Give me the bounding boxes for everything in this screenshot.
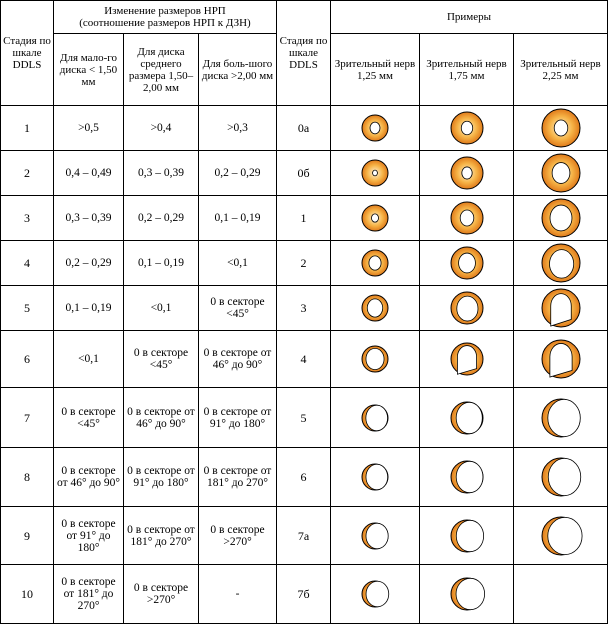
cell-stage-text: 6 — [24, 352, 30, 366]
header-stage-left-text: Стадия по шкале DDLS — [3, 35, 51, 71]
cell-example-medium — [420, 151, 514, 196]
cell-large-disc — [199, 331, 277, 388]
optic-disc-large-icon — [539, 106, 583, 150]
optic-disc-small-icon — [359, 578, 391, 610]
table-row — [1, 388, 608, 448]
cell-large-disc-text: >0,3 — [227, 122, 248, 134]
optic-disc-large-icon — [539, 241, 583, 285]
optic-cup-shape — [461, 167, 471, 179]
cell-ddls-stage — [277, 286, 331, 331]
cell-small-disc — [54, 151, 124, 196]
optic-disc-large-icon — [539, 196, 583, 240]
header-stage-right-text: Стадия по шкале DDLS — [279, 35, 328, 71]
header-size-change-subtitle: (соотношение размеров НРП к ДЗН) — [79, 17, 251, 29]
header-stage-right — [277, 1, 331, 106]
optic-disc-large-icon — [539, 151, 583, 195]
table-row — [1, 331, 608, 388]
optic-disc-small-icon — [359, 157, 391, 189]
cell-large-disc — [199, 241, 277, 286]
optic-disc-small-icon — [359, 402, 391, 434]
optic-cup-shape — [367, 299, 382, 317]
optic-disc-large-icon — [539, 337, 583, 381]
cell-large-disc — [199, 565, 277, 624]
header-example-small-text: Зрительный нерв 1,25 мм — [334, 57, 416, 82]
optic-disc-small-icon — [359, 247, 391, 279]
optic-cup-shape — [456, 296, 477, 321]
optic-cup-shape — [456, 578, 485, 609]
cell-small-disc — [54, 106, 124, 151]
cell-small-disc — [54, 448, 124, 507]
header-size-change-title: Изменение размеров НРП — [104, 5, 226, 17]
cell-medium-disc-text: 0 в секторе >270° — [133, 582, 189, 606]
cell-stage-text: 7 — [24, 410, 30, 425]
header-medium-disc — [124, 34, 199, 106]
optic-cup-shape — [549, 250, 573, 279]
optic-disc-large-icon — [539, 455, 583, 499]
cell-ddls-stage-text: 1 — [300, 211, 307, 225]
cell-example-medium — [420, 507, 514, 565]
optic-cup-shape — [366, 523, 388, 548]
header-example-large — [514, 34, 608, 106]
optic-cup-shape — [461, 121, 472, 134]
cell-large-disc-text: 0 в секторе от 181° до 270° — [203, 465, 272, 489]
header-example-medium-text: Зрительный нерв 1,75 мм — [426, 57, 507, 82]
cell-stage-text: 4 — [24, 256, 30, 270]
cell-ddls-stage-text: 5 — [300, 410, 307, 425]
cell-example-large — [514, 507, 608, 565]
optic-cup-shape — [458, 253, 475, 273]
cell-large-disc — [199, 286, 277, 331]
cell-small-disc — [54, 286, 124, 331]
cell-medium-disc — [124, 286, 199, 331]
cell-small-disc-text: 0 в секторе от 181° до 270° — [61, 576, 116, 612]
cell-example-small — [331, 448, 420, 507]
cell-example-medium — [420, 388, 514, 448]
optic-disc-medium-icon — [448, 289, 486, 327]
cell-large-disc-text: 0 в секторе от 46° до 90° — [203, 347, 272, 371]
cell-large-disc — [199, 448, 277, 507]
header-example-small — [331, 34, 420, 106]
cell-small-disc-text: 0,3 – 0,39 — [65, 212, 112, 224]
cell-ddls-stage — [277, 151, 331, 196]
cell-example-small — [331, 565, 420, 624]
cell-large-disc-text: <0,1 — [227, 257, 248, 269]
cell-medium-disc-text: 0 в секторе от 91° до 180° — [127, 465, 195, 489]
cell-medium-disc-text: <0,1 — [150, 302, 172, 314]
optic-cup-shape — [366, 348, 384, 369]
cell-medium-disc — [124, 151, 199, 196]
cell-medium-disc — [124, 507, 199, 565]
cell-small-disc — [54, 507, 124, 565]
cell-medium-disc-text: 0 в секторе от 46° до 90° — [127, 405, 195, 430]
optic-cup-shape — [554, 120, 568, 136]
cell-example-large — [514, 448, 608, 507]
cell-small-disc-text: 0 в секторе от 91° до 180° — [61, 517, 116, 554]
cell-medium-disc — [124, 241, 199, 286]
cell-large-disc — [199, 388, 277, 448]
cell-ddls-stage-text: 6 — [300, 470, 307, 484]
cell-stage — [1, 331, 54, 388]
cell-stage — [1, 151, 54, 196]
optic-disc-medium-icon — [448, 340, 486, 378]
cell-example-small — [331, 286, 420, 331]
optic-cup-shape — [547, 517, 581, 554]
header-medium-disc-text: Для диска среднего размера 1,50–2,00 мм — [128, 45, 194, 94]
cell-example-large — [514, 286, 608, 331]
cell-stage-text: 5 — [24, 301, 30, 315]
cell-large-disc-text: 0 в секторе <45° — [210, 296, 265, 320]
table-row — [1, 196, 608, 241]
cell-ddls-stage — [277, 448, 331, 507]
cell-example-large — [514, 331, 608, 388]
cell-small-disc-text: 0,4 – 0,49 — [65, 167, 112, 179]
cell-medium-disc — [124, 448, 199, 507]
cell-large-disc-text: - — [235, 588, 240, 600]
optic-disc-large-icon — [539, 396, 583, 440]
cell-ddls-stage — [277, 565, 331, 624]
cell-ddls-stage-text: 7б — [297, 587, 310, 601]
cell-large-disc-text: 0,1 – 0,19 — [214, 212, 261, 224]
cell-ddls-stage — [277, 196, 331, 241]
cell-medium-disc-text: 0,1 – 0,19 — [138, 257, 184, 269]
cell-example-large — [514, 388, 608, 448]
optic-disc-medium-icon — [448, 244, 486, 282]
optic-cup-shape — [548, 458, 580, 495]
header-small-disc-text: Для мало-го диска < 1,50 мм — [59, 51, 118, 88]
table-row — [1, 241, 608, 286]
cell-stage-text: 1 — [24, 121, 30, 135]
cell-medium-disc — [124, 565, 199, 624]
cell-example-small — [331, 507, 420, 565]
cell-example-small — [331, 196, 420, 241]
optic-cup-shape — [552, 163, 570, 184]
optic-cup-shape — [369, 256, 381, 270]
header-large-disc-text: Для боль-шого диска >2,00 мм — [201, 57, 274, 82]
cell-medium-disc — [124, 196, 199, 241]
cell-small-disc-text: <0,1 — [78, 353, 99, 365]
cell-example-small — [331, 388, 420, 448]
cell-small-disc — [54, 565, 124, 624]
header-examples — [331, 1, 608, 34]
cell-large-disc — [199, 106, 277, 151]
header-examples-text: Примеры — [446, 11, 492, 23]
optic-cup-shape — [370, 122, 380, 134]
table-row — [1, 507, 608, 565]
table-row — [1, 565, 608, 624]
cell-stage-text: 9 — [24, 528, 30, 543]
cell-example-large — [514, 106, 608, 151]
cell-ddls-stage-text: 3 — [300, 301, 307, 315]
optic-disc-small-icon — [359, 292, 391, 324]
cell-medium-disc — [124, 106, 199, 151]
cell-stage — [1, 241, 54, 286]
optic-cup-shape — [460, 210, 474, 226]
cell-example-small — [331, 106, 420, 151]
cell-stage — [1, 507, 54, 565]
cell-medium-disc-text: 0 в секторе <45° — [133, 347, 189, 371]
cell-example-large — [514, 565, 608, 624]
cell-small-disc-text: 0,1 – 0,19 — [65, 302, 112, 314]
optic-disc-medium-icon — [448, 517, 486, 555]
cell-stage — [1, 286, 54, 331]
header-large-disc — [199, 34, 277, 106]
cell-ddls-stage — [277, 388, 331, 448]
optic-disc-medium-icon — [448, 199, 486, 237]
header-example-large-text: Зрительный нерв 2,25 мм — [520, 57, 601, 82]
cell-medium-disc — [124, 388, 199, 448]
cell-ddls-stage — [277, 507, 331, 565]
cell-example-small — [331, 151, 420, 196]
cell-stage — [1, 565, 54, 624]
cell-large-disc-text: 0 в секторе от 91° до 180° — [203, 405, 272, 430]
cell-medium-disc-text: 0,3 – 0,39 — [138, 167, 184, 179]
cell-example-medium — [420, 286, 514, 331]
optic-disc-medium-icon — [448, 458, 486, 496]
cell-example-medium — [420, 196, 514, 241]
cell-large-disc — [199, 151, 277, 196]
cell-small-disc-text: >0,5 — [78, 122, 99, 134]
cell-example-medium — [420, 331, 514, 388]
optic-cup-shape — [373, 170, 378, 176]
cell-medium-disc — [124, 331, 199, 388]
optic-cup-shape — [366, 405, 388, 430]
table-body — [1, 106, 608, 624]
cell-ddls-stage-text: 7а — [297, 528, 310, 543]
table-row — [1, 151, 608, 196]
cell-example-large — [514, 196, 608, 241]
optic-disc-small-icon — [359, 112, 391, 144]
table-row — [1, 106, 608, 151]
cell-ddls-stage-text: 2 — [300, 256, 307, 270]
cell-example-medium — [420, 565, 514, 624]
cell-ddls-stage — [277, 331, 331, 388]
cell-medium-disc-text: 0,2 – 0,29 — [138, 212, 184, 224]
cell-stage-text: 8 — [24, 470, 30, 484]
cell-small-disc-text: 0 в секторе от 46° до 90° — [56, 465, 121, 489]
cell-small-disc — [54, 196, 124, 241]
cell-small-disc-text: 0 в секторе <45° — [61, 405, 116, 430]
cell-ddls-stage — [277, 106, 331, 151]
table-row — [1, 286, 608, 331]
header-size-change — [54, 1, 277, 34]
cell-large-disc — [199, 507, 277, 565]
header-small-disc — [54, 34, 124, 106]
optic-disc-medium-icon — [448, 575, 486, 613]
optic-disc-large-icon — [539, 286, 583, 330]
cell-example-small — [331, 331, 420, 388]
optic-cup-shape — [547, 399, 579, 436]
cell-large-disc-text: 0,2 – 0,29 — [214, 167, 261, 179]
cell-ddls-stage-text: 0б — [297, 166, 310, 180]
cell-large-disc — [199, 196, 277, 241]
cell-small-disc — [54, 241, 124, 286]
cell-medium-disc-text: >0,4 — [150, 122, 172, 134]
optic-disc-medium-icon — [448, 154, 486, 192]
cell-stage-text: 3 — [24, 211, 30, 225]
cell-example-medium — [420, 241, 514, 286]
cell-ddls-stage — [277, 241, 331, 286]
cell-ddls-stage-text: 4 — [300, 352, 307, 366]
cell-example-large — [514, 241, 608, 286]
optic-disc-medium-icon — [448, 109, 486, 147]
cell-stage — [1, 388, 54, 448]
cell-large-disc-text: 0 в секторе >270° — [210, 523, 265, 548]
cell-example-small — [331, 241, 420, 286]
optic-disc-medium-icon — [448, 399, 486, 437]
cell-stage — [1, 106, 54, 151]
optic-cup-shape — [456, 520, 483, 551]
cell-stage — [1, 448, 54, 507]
cell-small-disc — [54, 388, 124, 448]
optic-disc-small-icon — [359, 202, 391, 234]
cell-ddls-stage-text: 0а — [297, 121, 310, 135]
table-row — [1, 448, 608, 507]
optic-cup-shape — [550, 205, 572, 231]
header-example-medium — [420, 34, 514, 106]
optic-cup-shape — [371, 214, 378, 222]
cell-small-disc — [54, 331, 124, 388]
cell-example-large — [514, 151, 608, 196]
optic-disc-small-icon — [359, 520, 391, 552]
cell-stage-text: 10 — [21, 587, 33, 601]
optic-cup-shape — [456, 461, 483, 492]
optic-disc-large-icon — [539, 514, 583, 558]
optic-cup-shape — [366, 464, 388, 489]
optic-cup-shape — [366, 581, 389, 606]
header-stage-left — [1, 1, 54, 106]
optic-disc-small-icon — [359, 343, 391, 375]
optic-disc-small-icon — [359, 461, 391, 493]
optic-cup-shape — [456, 402, 482, 433]
cell-stage-text: 2 — [24, 166, 30, 180]
cell-example-medium — [420, 448, 514, 507]
cell-small-disc-text: 0,2 – 0,29 — [65, 257, 112, 269]
cell-example-medium — [420, 106, 514, 151]
cell-stage — [1, 196, 54, 241]
cell-medium-disc-text: 0 в секторе от 181° до 270° — [127, 523, 195, 548]
